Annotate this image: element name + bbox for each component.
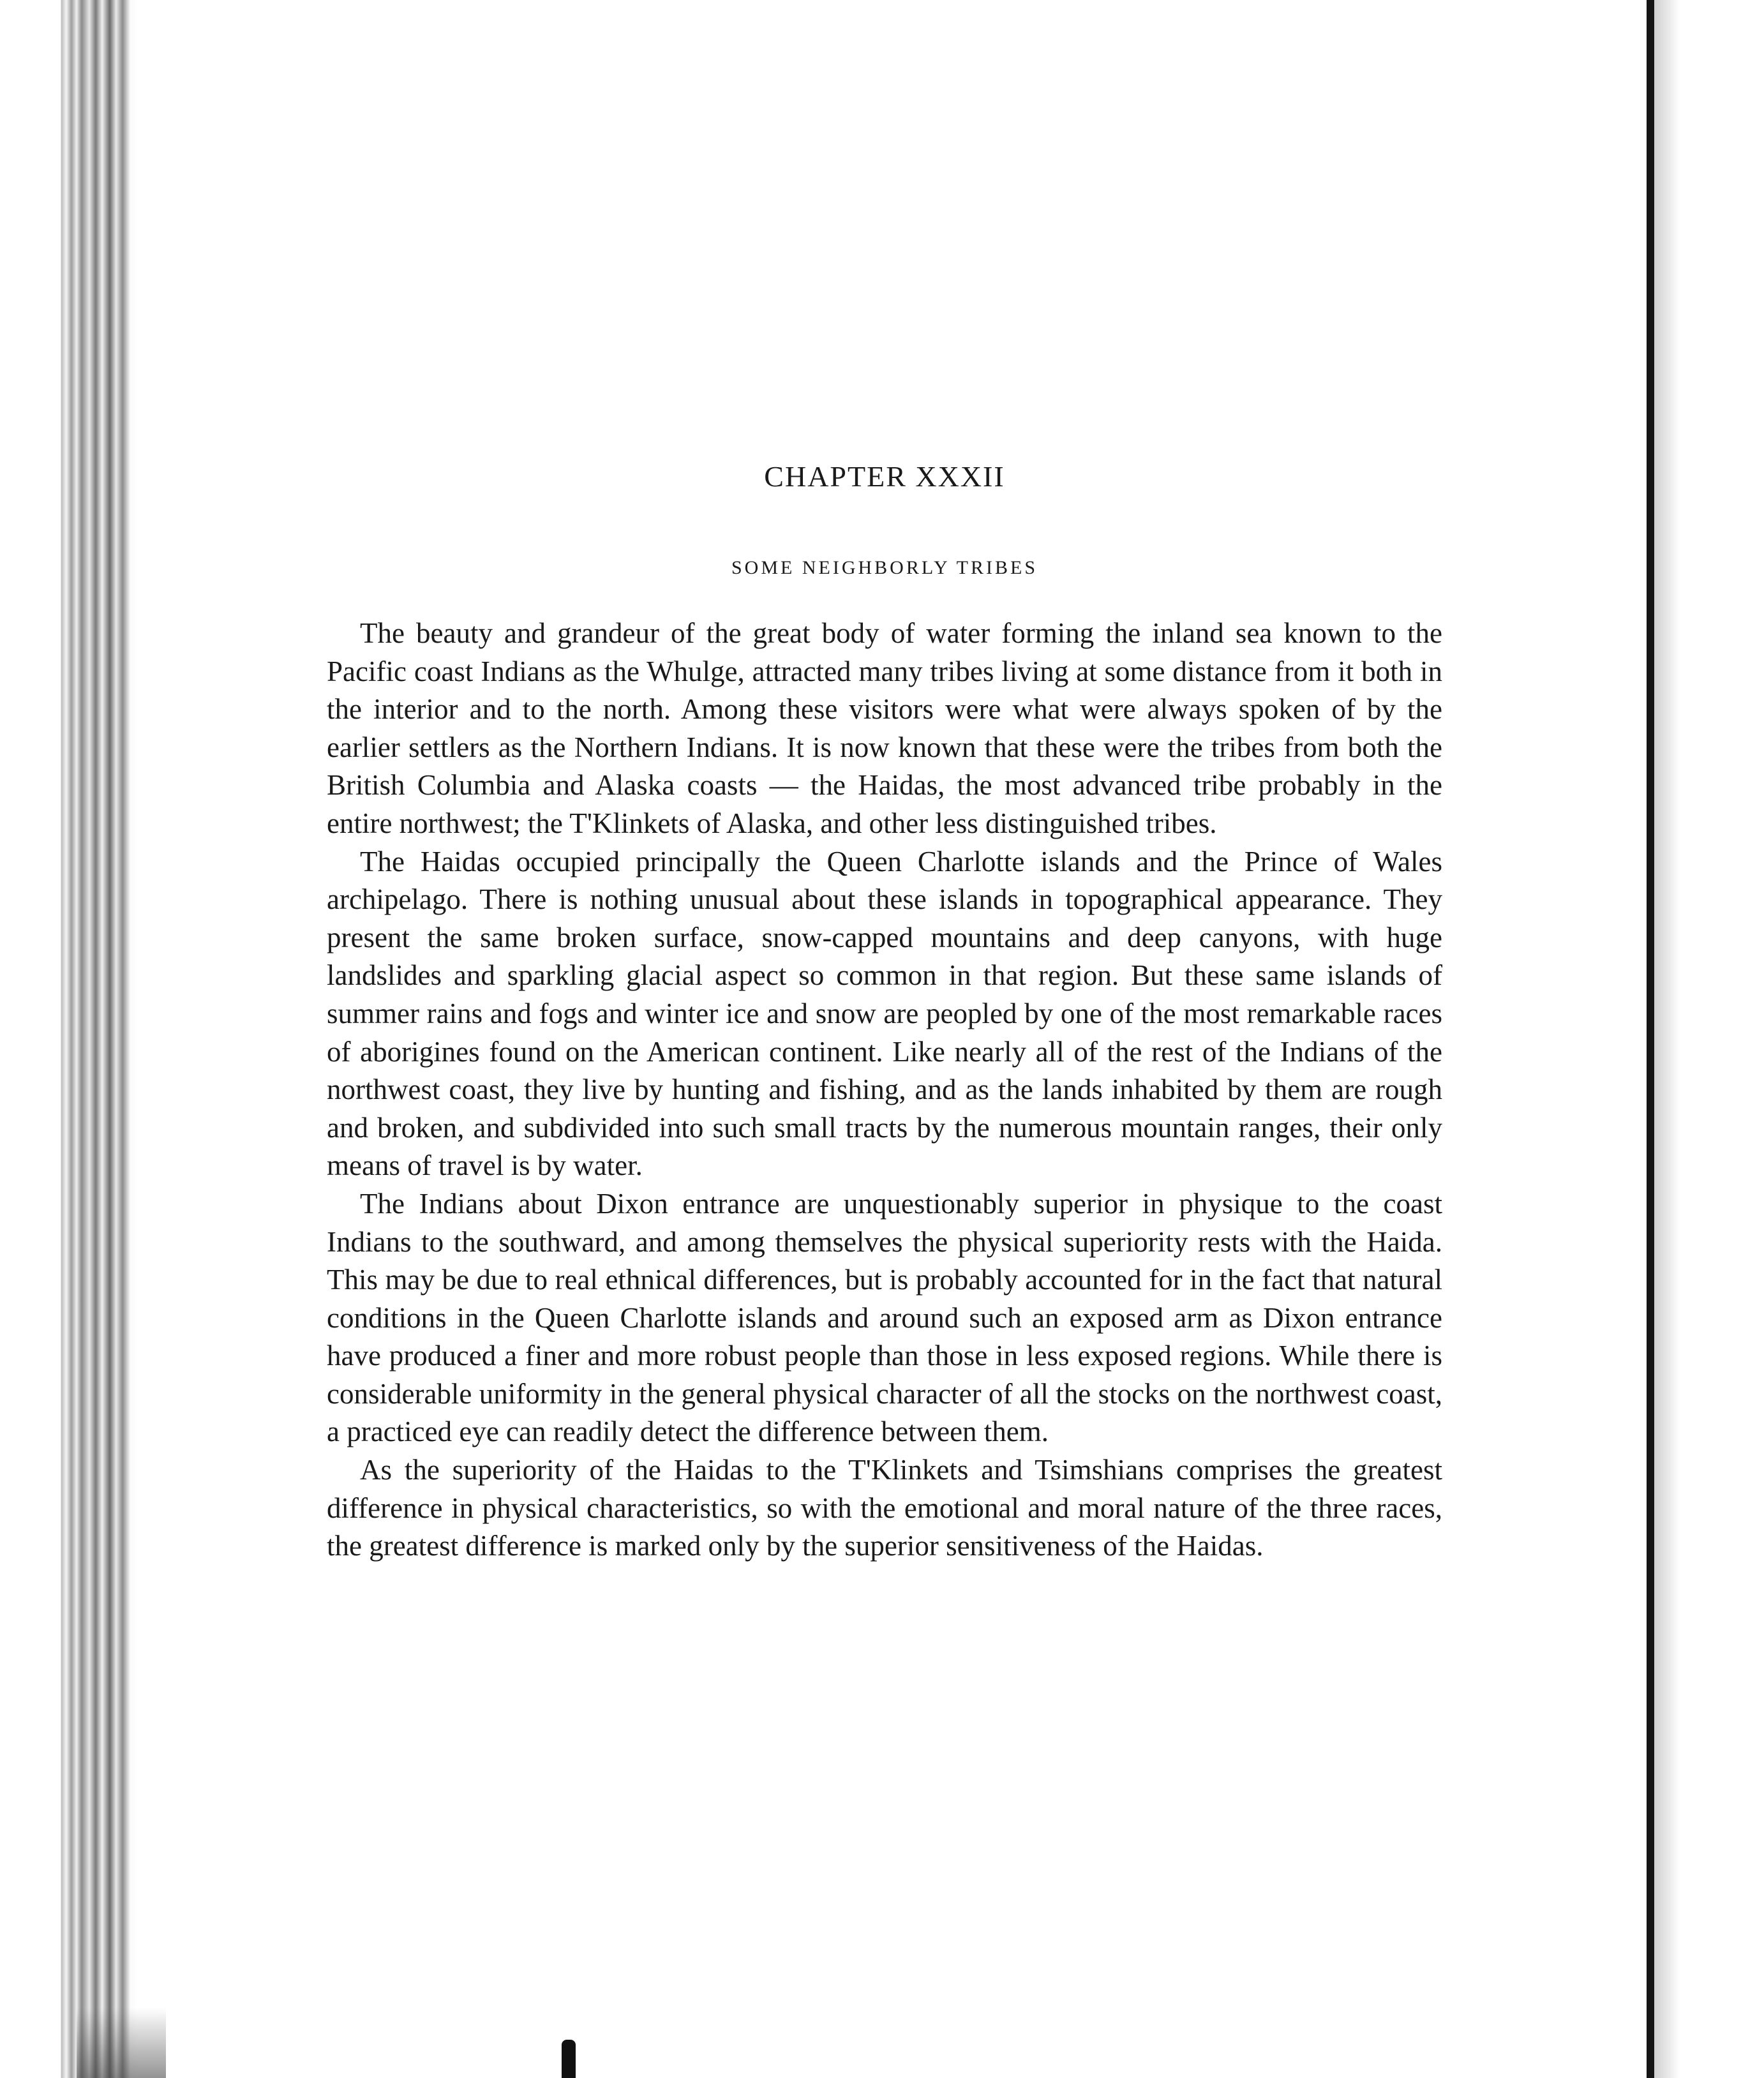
paragraph: As the superiority of the Haidas to the T'Klinkets and Tsimshians comprises the greatest difference in physical characteristics, so with the emotional and moral nature of the three races, the greatest difference is marked only by the superior sensitiveness of the Haidas.: [327, 1454, 1442, 1562]
paragraph: The Indians about Dixon entrance are unquestionably superior in physique to the coast Indians to the southward, and among themselves the physical superiority rests with the Haida. This may be due to real ethnical differences, but is probably accounted for in the fact that natural conditions in the Queen Charlotte islands and around such an exposed arm as Dixon entrance have produced a finer and more robust people than those in less exposed regions. While there is considerable uniformity in the general physical character of all the stocks on the northwest coast, a practiced eye can readily detect the difference between them.: [327, 1187, 1442, 1448]
book-gutter: [1647, 0, 1654, 2078]
chapter-title: CHAPTER XXXII: [764, 460, 1005, 493]
paragraph: The Haidas occupied principally the Queen Charlotte islands and the Prince of Wales archipelago. There is nothing unusual about these islands in topographical appearance. They present the same broken surface, snow-capped mountains and deep canyons, with huge landslides and sparkling glacial aspect so common in that region. But these same islands of summer rains and fogs and winter ice and snow are peopled by one of the most remarkable races of aborigines found on the American continent. Like nearly all of the rest of the Indians of the northwest coast, they live by hunting and fishing, and as the lands inhabited by them are rough and broken, and subdivided into such small tracts by the numerous mountain ranges, their only means of travel is by water.: [327, 845, 1442, 1182]
book-page-edges: [0, 0, 137, 2078]
page-edge-shadow: [77, 2008, 166, 2078]
facing-page-edge: [1654, 0, 1764, 2078]
scan-artifact: [562, 2040, 576, 2078]
paragraph: The beauty and grandeur of the great body of water forming the inland sea known to the Pacific coast Indians as the Whulge, attracted many tribes living at some distance from it both in the interior and to the north. Among these visitors were what were always spoken of by the earlier settlers as the Northern Indians. It is now known that these were the tribes from both the British Columbia and Alaska coasts — the Haidas, the most advanced tribe probably in the entire northwest; the T'Klinkets of Alaska, and other less distinguished tribes.: [327, 617, 1442, 839]
chapter-subtitle: SOME NEIGHBORLY TRIBES: [731, 557, 1038, 578]
page-content: [327, 460, 1442, 1566]
